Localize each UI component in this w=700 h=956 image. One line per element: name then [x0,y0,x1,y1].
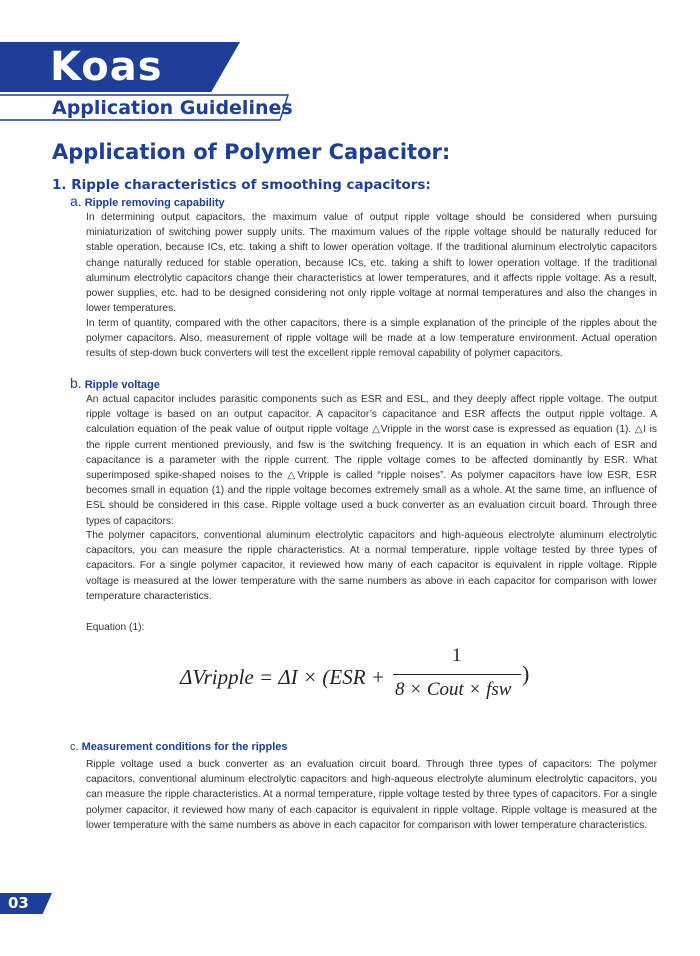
brand-logo-text: Koas [50,44,163,90]
paragraph: In term of quantity, compared with the other capacitors, there is a simple explanation of the principle of the ripples about the polymer capacitors. Also, measurement of ripple voltage will be made at a low temperature environment. Actual operation results of step-down buck converters will test the excellent ripple removal capability of polymer capacitors. [86,318,657,360]
page-number: 03 [8,894,29,912]
fraction-bar [393,674,521,675]
subsection-marker: c. [70,741,79,753]
equation-lhs: ΔVripple = ΔI × (ESR + [180,665,385,689]
subsection-marker: a. [70,193,82,209]
header-subtitle: Application Guidelines [52,97,293,119]
subsection-b-heading [70,375,160,391]
subsection-a-heading [70,193,225,209]
section-heading [52,177,431,193]
section-number: 1. [52,177,67,193]
subsection-title: Ripple removing capability [84,197,225,209]
paragraph: In determining output capacitors, the maximum value of output ripple voltage should be considered when pursuing miniaturization of switching power supply units. The maximum values of the ripple voltage should be naturally reduced for stable operation, because ICs, etc. taking a shift to lower operation voltage. If the traditional aluminum electrolytic capacitors change naturally reduced for stable operation, because ICs, etc. taking a shift to lower operation voltage. If the traditional aluminum electrolytic capacitors change their characteristics at lower temperatures, and it affects ripple voltage. As a result, power supplies, etc. had to be designed considering not only ripple voltage at normal temperatures and also the changes in lower temperatures. [86,212,657,315]
section-title: Ripple characteristics of smoothing capacitors: [71,177,431,193]
equation-numerator: 1 [452,645,462,666]
subsection-marker: b. [70,375,82,391]
subsection-title: Measurement conditions for the ripples [81,741,288,753]
paragraph: An actual capacitor includes parasitic components such as ESR and ESL, and they deeply affect ripple voltage. The output ripple voltage is based on an output capacitor. A capacitor’s capacitance and ESR affects the output ripple voltage. A calculation equation of the peak value of output ripple voltage △Vripple in the worst case is expressed as equation (1). △I is the ripple current mentioned previously, and fsw is the switching frequency. It is an equation in which each of ESR and capacitance is a parameter with the ripple current. The ripple voltage comes to be affected dominantly by ESR. What superimposed spike-shaped noises to the △Vripple is called “ripple noises”. As polymer capacitors have low ESR, ESR becomes small in equation (1) and the ripple voltage becomes extremely small as a whole. At the same time, an influence of ESL should be considered in this case. Ripple voltage used a buck converter as an evaluation circuit board. Through three types of capacitors: [86,394,657,527]
equation-denominator: 8 × Cout × fsw [395,679,512,700]
ripple-equation [180,645,540,705]
paragraph: The polymer capacitors, conventional aluminum electrolytic capacitors and high-aqueous electrolyte aluminum electrolytic capacitors, you can measure the ripple characteristics. At a normal temperature, ripple voltage tested by three types of capacitors. For a single polymer capacitor, it reviewed how many of each capacitor is equivalent in ripple voltage. Ripple voltage is measured at the lower temperature with the same numbers as above in each capacitor for comparison with lower temperature characteristics. [86,530,657,602]
subsection-c-heading [70,741,288,753]
page-title: Application of Polymer Capacitor: [52,140,451,164]
equation-close-paren: ) [522,661,530,686]
equation-label: Equation (1): [86,622,145,633]
paragraph: Ripple voltage used a buck converter as an evaluation circuit board. Through three types of capacitors: The polymer capacitors, conventional aluminum electrolytic capacitors and high-aqueous electrolyte aluminum electrolytic capacitors, you can measure the ripple characteristics. At a normal temperature, ripple voltage tested by three types of capacitors. For a single polymer capacitor, it reviewed how many of each capacitor is equivalent in ripple voltage. Ripple voltage is measured at the lower temperature with the same numbers as above in each capacitor for comparison with lower temperature characteristics. [86,759,657,831]
subsection-title: Ripple voltage [84,379,160,391]
